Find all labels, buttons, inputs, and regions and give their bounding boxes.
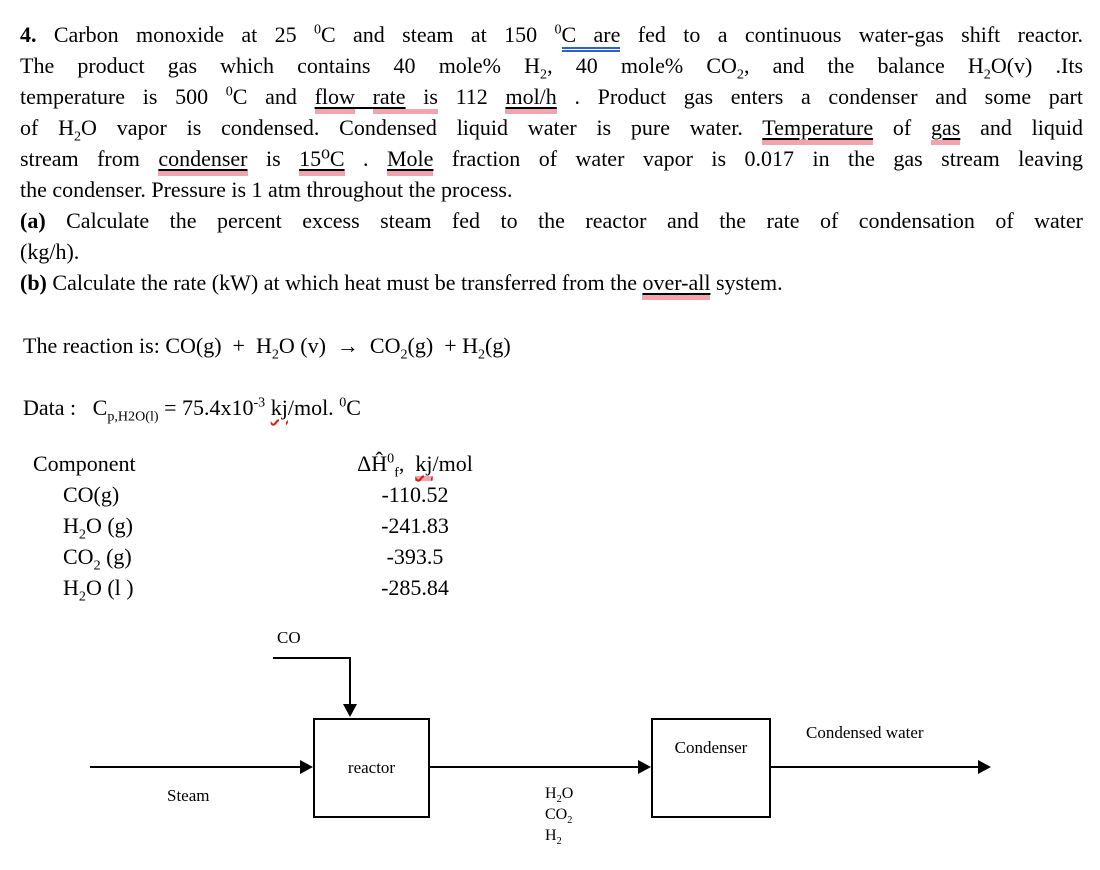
condenser-outlet-line [769,766,979,768]
enthalpy-value-cell: -393.5 [386,544,444,569]
problem-line-3: temperature is 500 $^0$C and flow rate is 112 mol/h . Product gas enters a condenser and some part [20,81,1083,112]
product-stream-label: $H_2$ [545,827,562,848]
condenser-label: Condenser [674,738,748,757]
co-stream-label: CO [277,628,301,647]
component-cell: $H_2O$ (g) [63,513,133,543]
table-header-component: Component [33,451,136,476]
steam-arrowhead-icon [300,760,313,774]
product-stream-labels [545,783,573,846]
product-stream-label: $H_2O$ [545,785,574,806]
co-feed-arrowhead-icon [343,704,357,717]
condenser-box [651,718,771,818]
problem-line-8: (kg/h). [20,239,80,264]
table-header-enthalpy: $\Delta Ĥ^0_f$, kj/mol [357,450,473,481]
enthalpy-value-cell: -285.84 [381,575,449,600]
enthalpy-value-cell: -241.83 [381,513,449,538]
heat-capacity-data: Data : $C_{p,H2O(l)} = 75.4x10^{-3}$ kj/mol. $^0$C [23,394,361,425]
component-cell: $CO_2$ (g) [63,544,132,574]
problem-line-4: of $H_2O$ vapor is condensed. Condensed liquid water is pure water. Temperature of gas and liquid [20,115,1083,145]
problem-line-9-part-b: (b) Calculate the rate (kW) at which heat must be transferred from the over-all system. [20,267,1083,298]
co-feed-line-horizontal [273,657,351,659]
component-cell: CO(g) [63,482,120,507]
reactor-box [313,718,430,818]
product-stream-label: $CO_2$ [545,806,573,827]
reactor-label: reactor [347,758,396,777]
problem-line-6: the condenser. Pressure is 1 atm throughout the process. [20,177,513,202]
steam-stream-label: Steam [167,786,210,805]
component-cell: $H_2O$ (l ) [63,575,134,605]
enthalpy-value-cell: -110.52 [381,482,449,507]
co-feed-line-vertical [349,657,351,706]
reaction-equation: The reaction is: $CO(g) + H_2O$ $(v) \to CO_2(g) + H_2(g)$ [23,333,511,363]
product-gas-arrowhead-icon [638,760,651,774]
condensed-water-label: Condensed water [806,723,924,742]
outlet-arrowhead-icon [978,760,991,774]
product-gas-line [428,766,639,768]
problem-line-1: 4. Carbon monoxide at 25 $^0$C and steam at 150 $^0$C are fed to a continuous water-gas shift reactor. [20,19,1083,50]
steam-feed-line [90,766,301,768]
problem-line-5: stream from condenser is 15⁰C . Mole fraction of water vapor is 0.017 in the gas stream leaving [20,143,1083,174]
problem-line-7-part-a: (a) Calculate the percent excess steam fed to the reactor and the rate of condensation of water [20,208,1083,233]
problem-line-2: The product gas which contains 40 mole% $H_2$, 40 mole% $CO_2$, and the balance $H_2O(v)$ .Its [20,53,1083,83]
